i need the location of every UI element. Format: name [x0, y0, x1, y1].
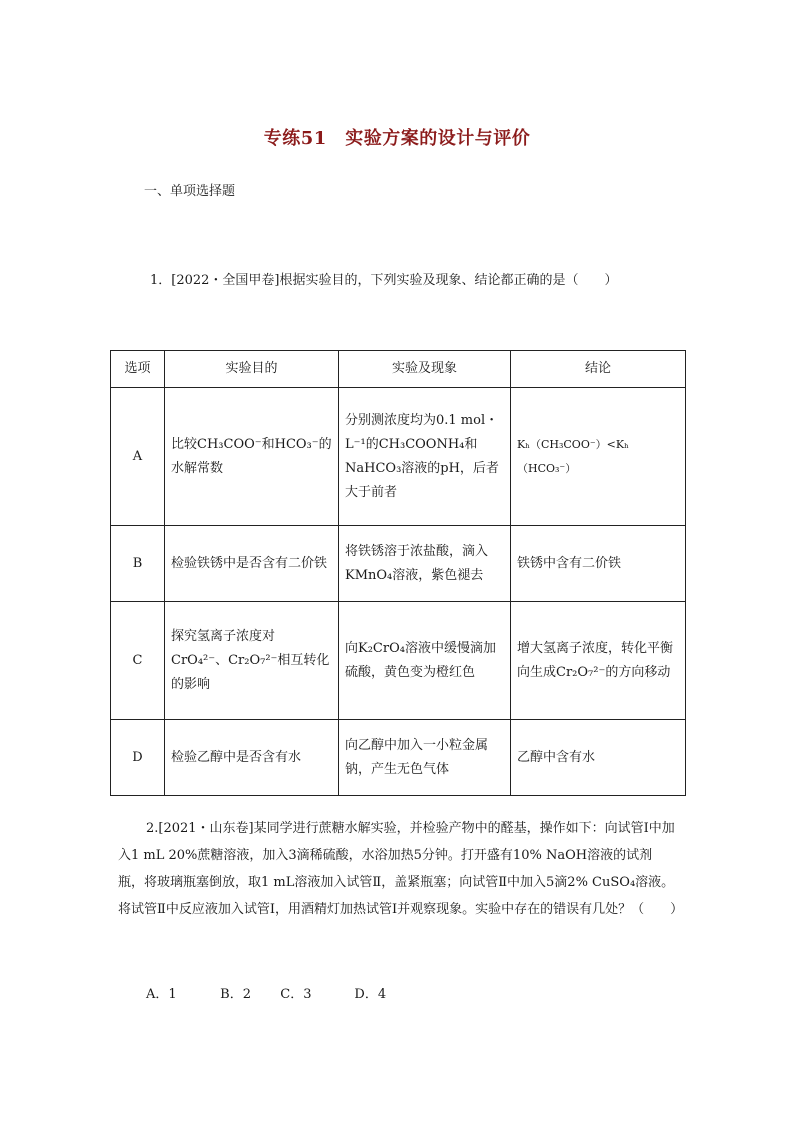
option-d: D．4 — [354, 987, 387, 1002]
header-option: 选项 — [111, 351, 165, 388]
header-conclusion: 结论 — [511, 351, 686, 388]
table-row — [111, 388, 686, 526]
header-experiment: 实验及现象 — [339, 351, 511, 388]
option-cell: A — [111, 388, 165, 526]
table-row — [111, 602, 686, 720]
goal-cell: 检验乙醇中是否含有水 — [165, 720, 339, 796]
option-cell: B — [111, 526, 165, 602]
conclusion-cell: Kₕ（CH₃COO⁻）<Kₕ（HCO₃⁻） — [511, 388, 686, 526]
conclusion-cell: 增大氢离子浓度，转化平衡向生成Cr₂O₇²⁻的方向移动 — [511, 602, 686, 720]
goal-cell: 探究氢离子浓度对CrO₄²⁻、Cr₂O₇²⁻相互转化的影响 — [165, 602, 339, 720]
question-2-stem: 2.[2021・山东卷]某同学进行蔗糖水解实验，并检验产物中的醛基，操作如下：向试管Ⅰ中加入1 mL 20%蔗糖溶液，加入3滴稀硫酸，水浴加热5分钟。打开盛有10% NaOH溶液的试剂瓶，将玻璃瓶塞倒放，取1 mL溶液加入试管Ⅱ，盖紧瓶塞；向试管Ⅱ中加入5滴2% CuSO₄溶液。将试管Ⅱ中反应液加入试管Ⅰ，用酒精灯加热试管Ⅰ并观察现象。实验中存在的错误有几处？（ ） — [118, 821, 684, 917]
question-1-table — [110, 350, 686, 796]
table-row — [111, 720, 686, 796]
experiment-cell: 分别测浓度均为0.1 mol・L⁻¹的CH₃COONH₄和NaHCO₃溶液的pH，后者大于前者 — [339, 388, 511, 526]
goal-cell: 检验铁锈中是否含有二价铁 — [165, 526, 339, 602]
section-heading: 一、单项选择题 — [144, 184, 236, 199]
option-cell: D — [111, 720, 165, 796]
option-cell: C — [111, 602, 165, 720]
table-row — [111, 526, 686, 602]
conclusion-cell: 乙醇中含有水 — [511, 720, 686, 796]
question-2-options — [146, 983, 386, 1002]
conclusion-cell: 铁锈中含有二价铁 — [511, 526, 686, 602]
option-c: C．3 — [280, 987, 312, 1002]
option-a: A．1 — [146, 987, 177, 1002]
experiment-cell: 向乙醇中加入一小粒金属钠，产生无色气体 — [339, 720, 511, 796]
question-1-stem: 1．[2022・全国甲卷]根据实验目的，下列实验及现象、结论都正确的是（ ） — [150, 273, 618, 288]
experiment-cell: 将铁锈溶于浓盐酸，滴入KMnO₄溶液，紫色褪去 — [339, 526, 511, 602]
goal-cell: 比较CH₃COO⁻和HCO₃⁻的水解常数 — [165, 388, 339, 526]
table-header-row — [111, 351, 686, 388]
header-goal: 实验目的 — [165, 351, 339, 388]
experiment-cell: 向K₂CrO₄溶液中缓慢滴加硫酸，黄色变为橙红色 — [339, 602, 511, 720]
page-title: 专练51 实验方案的设计与评价 — [263, 128, 531, 149]
option-b: B．2 — [220, 987, 251, 1002]
